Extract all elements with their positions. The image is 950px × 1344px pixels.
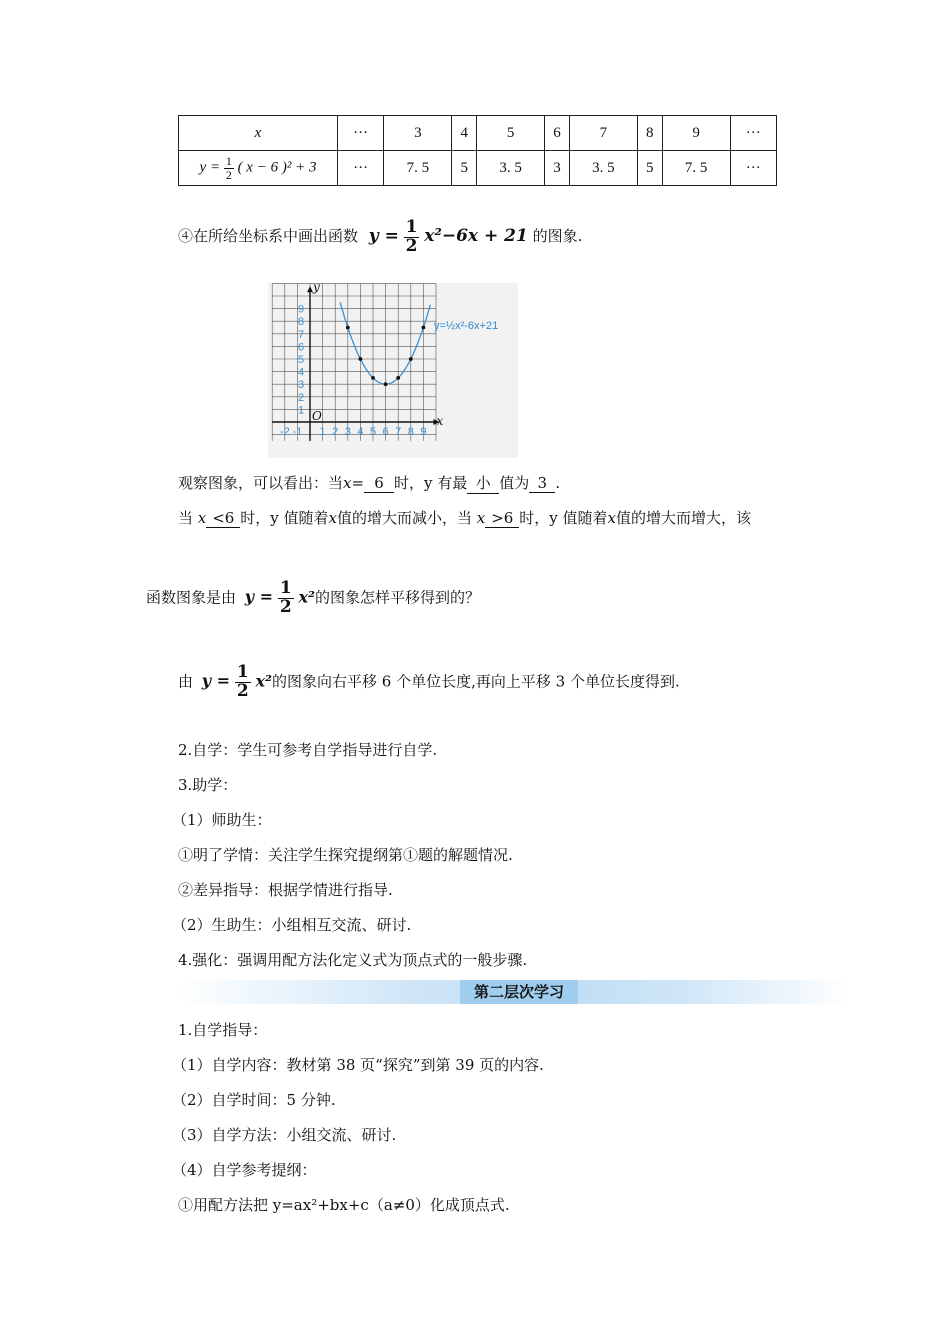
x-tick-label: 4 [357,426,364,438]
fraction-den: 2 [225,167,232,182]
text: 值的增大而增大，该 [615,509,751,527]
table-cell: 7 [569,116,637,151]
y-tick-label: 9 [297,303,305,316]
y-tick-label: 1 [297,404,305,417]
value-table [178,115,777,186]
table-cell: 3. 5 [569,151,637,186]
table-cell: ··· [338,116,384,151]
q4-formula-rest: x²−6x + 21 [424,226,528,246]
answer-blank: 小 [467,472,499,494]
table-cell: 3 [545,151,570,186]
table-cell: 9 [662,116,730,151]
text: 时，y 值随着 [240,509,329,527]
table-cell: 8 [637,116,662,151]
fraction-den: 2 [405,235,418,256]
data-point [346,326,350,330]
table-header-x: x [179,116,338,151]
answer-blank: <6 [206,509,240,528]
text: 的图象向右平移 6 个单位长度,再向上平移 3 个单位长度得到. [272,672,680,691]
table-header-y [179,151,338,186]
table-cell: 3. 5 [477,151,545,186]
origin-label: O [312,409,322,423]
fraction [224,155,234,181]
table-row-x [179,116,777,151]
step-line: 2.自学：学生可参考自学指导进行自学. [178,741,438,759]
y-tick-label: 7 [297,328,305,341]
guide-line: （1）自学内容：教材第 38 页“探究”到第 39 页的内容. [172,1056,544,1074]
x-tick-label: 2 [332,426,339,438]
x-axis-label: x [436,414,444,428]
table-cell: ··· [730,151,776,186]
q4-text: ④在所给坐标系中画出函数 [178,227,359,245]
data-point [409,357,413,361]
formula-lhs: y = [201,671,231,691]
guide-line: 1.自学指导： [178,1021,268,1039]
text: x [328,509,337,527]
text: x= [343,474,365,492]
parabola-graph [268,283,518,458]
text: 函数图象是由 [146,588,237,607]
y-tick-label: 4 [297,366,305,379]
guide-line: ①用配方法把 y=ax²+bx+c（a≠0）化成顶点式. [178,1196,510,1214]
guide-line: （4）自学参考提纲： [172,1161,317,1179]
q4-text-after: 的图象. [532,227,583,245]
x-tick-label: 8 [407,426,414,438]
formula-lhs: y = [244,587,274,607]
text: x [476,509,486,527]
fraction-den: 2 [279,596,292,617]
text: 值的增大而减小，当 [336,509,472,527]
table-cell: ··· [338,151,384,186]
text: x [607,509,616,527]
x-tick-label: -1 [292,426,303,438]
x-tick-label: 6 [382,426,389,438]
fraction-num: 1 [236,662,249,682]
data-point [422,326,426,330]
y-tick-label: 3 [297,379,305,392]
table-cell: 7. 5 [662,151,730,186]
x-tick-label: 3 [344,426,351,438]
q4-fraction [404,216,420,256]
step-line: （1）师助生： [172,811,272,829]
formula-rest: x² [298,587,316,607]
y-tick-label: 2 [297,391,305,404]
text: 值为 [499,474,530,492]
data-point [371,376,375,380]
fraction-num: 1 [279,578,292,598]
graph-background [268,283,518,458]
fraction-num: 1 [405,216,418,237]
text: x [197,509,207,527]
table-row-y [179,151,777,186]
fraction [235,664,251,701]
formula-rest: ( x − 6 )² + 3 [237,159,317,176]
formula-rest: x² [255,671,273,691]
x-tick-label: -2 [279,426,290,438]
x-tick-label: 5 [369,426,377,438]
text: 时，y 有最 [394,474,468,492]
question-4 [178,213,582,259]
text: 时，y 值随着 [519,509,608,527]
data-point [359,357,363,361]
text: . [555,474,561,492]
guide-line: （3）自学方法：小组交流、研讨. [172,1126,397,1144]
observation-line-1 [178,472,560,494]
table-cell: 5 [637,151,662,186]
text: 由 [178,672,194,691]
fraction-den: 2 [236,680,249,701]
step-line: （2）生助生：小组相互交流、研讨. [172,916,412,934]
table-cell: ··· [730,116,776,151]
table-cell: 5 [477,116,545,151]
y-tick-label: 6 [297,341,305,354]
table-cell: 7. 5 [384,151,452,186]
table-cell: 6 [545,116,570,151]
y-tick-label: 8 [297,316,305,329]
x-tick-label: 1 [319,426,326,438]
question-5 [146,580,480,617]
y-tick-label: 5 [297,354,305,366]
text: 当 [178,509,194,527]
data-point [384,382,388,386]
answer [178,664,680,701]
x-tick-label: 7 [395,426,402,438]
table-cell: 3 [384,116,452,151]
y-axis-label: y [313,283,320,295]
curve-label: y=½x²-6x+21 [434,320,499,332]
observation-line-2 [178,507,751,528]
step-line: ①明了学情：关注学生探究提纲第①题的解题情况. [178,846,513,864]
x-tick-label: 9 [420,426,427,438]
answer-blank: 3 [529,474,555,493]
data-point [396,376,400,380]
table-cell: 4 [452,116,477,151]
section-title: 第二层次学习 [460,980,578,1004]
answer-blank: >6 [485,509,519,528]
q4-formula-lhs: y = [368,226,399,246]
text: 的图象怎样平移得到的？ [315,588,481,607]
fraction [278,580,294,617]
text: 观察图象，可以看出：当 [178,474,344,492]
guide-line: （2）自学时间：5 分钟. [172,1091,336,1109]
formula-lhs: y = [199,159,221,176]
step-line: 4.强化：强调用配方法化定义式为顶点式的一般步骤. [178,951,528,969]
step-line: 3.助学： [178,776,238,794]
step-line: ②差异指导：根据学情进行指导. [178,881,393,899]
answer-blank: 6 [364,474,394,493]
table-cell: 5 [452,151,477,186]
fraction-num: 1 [225,153,232,168]
